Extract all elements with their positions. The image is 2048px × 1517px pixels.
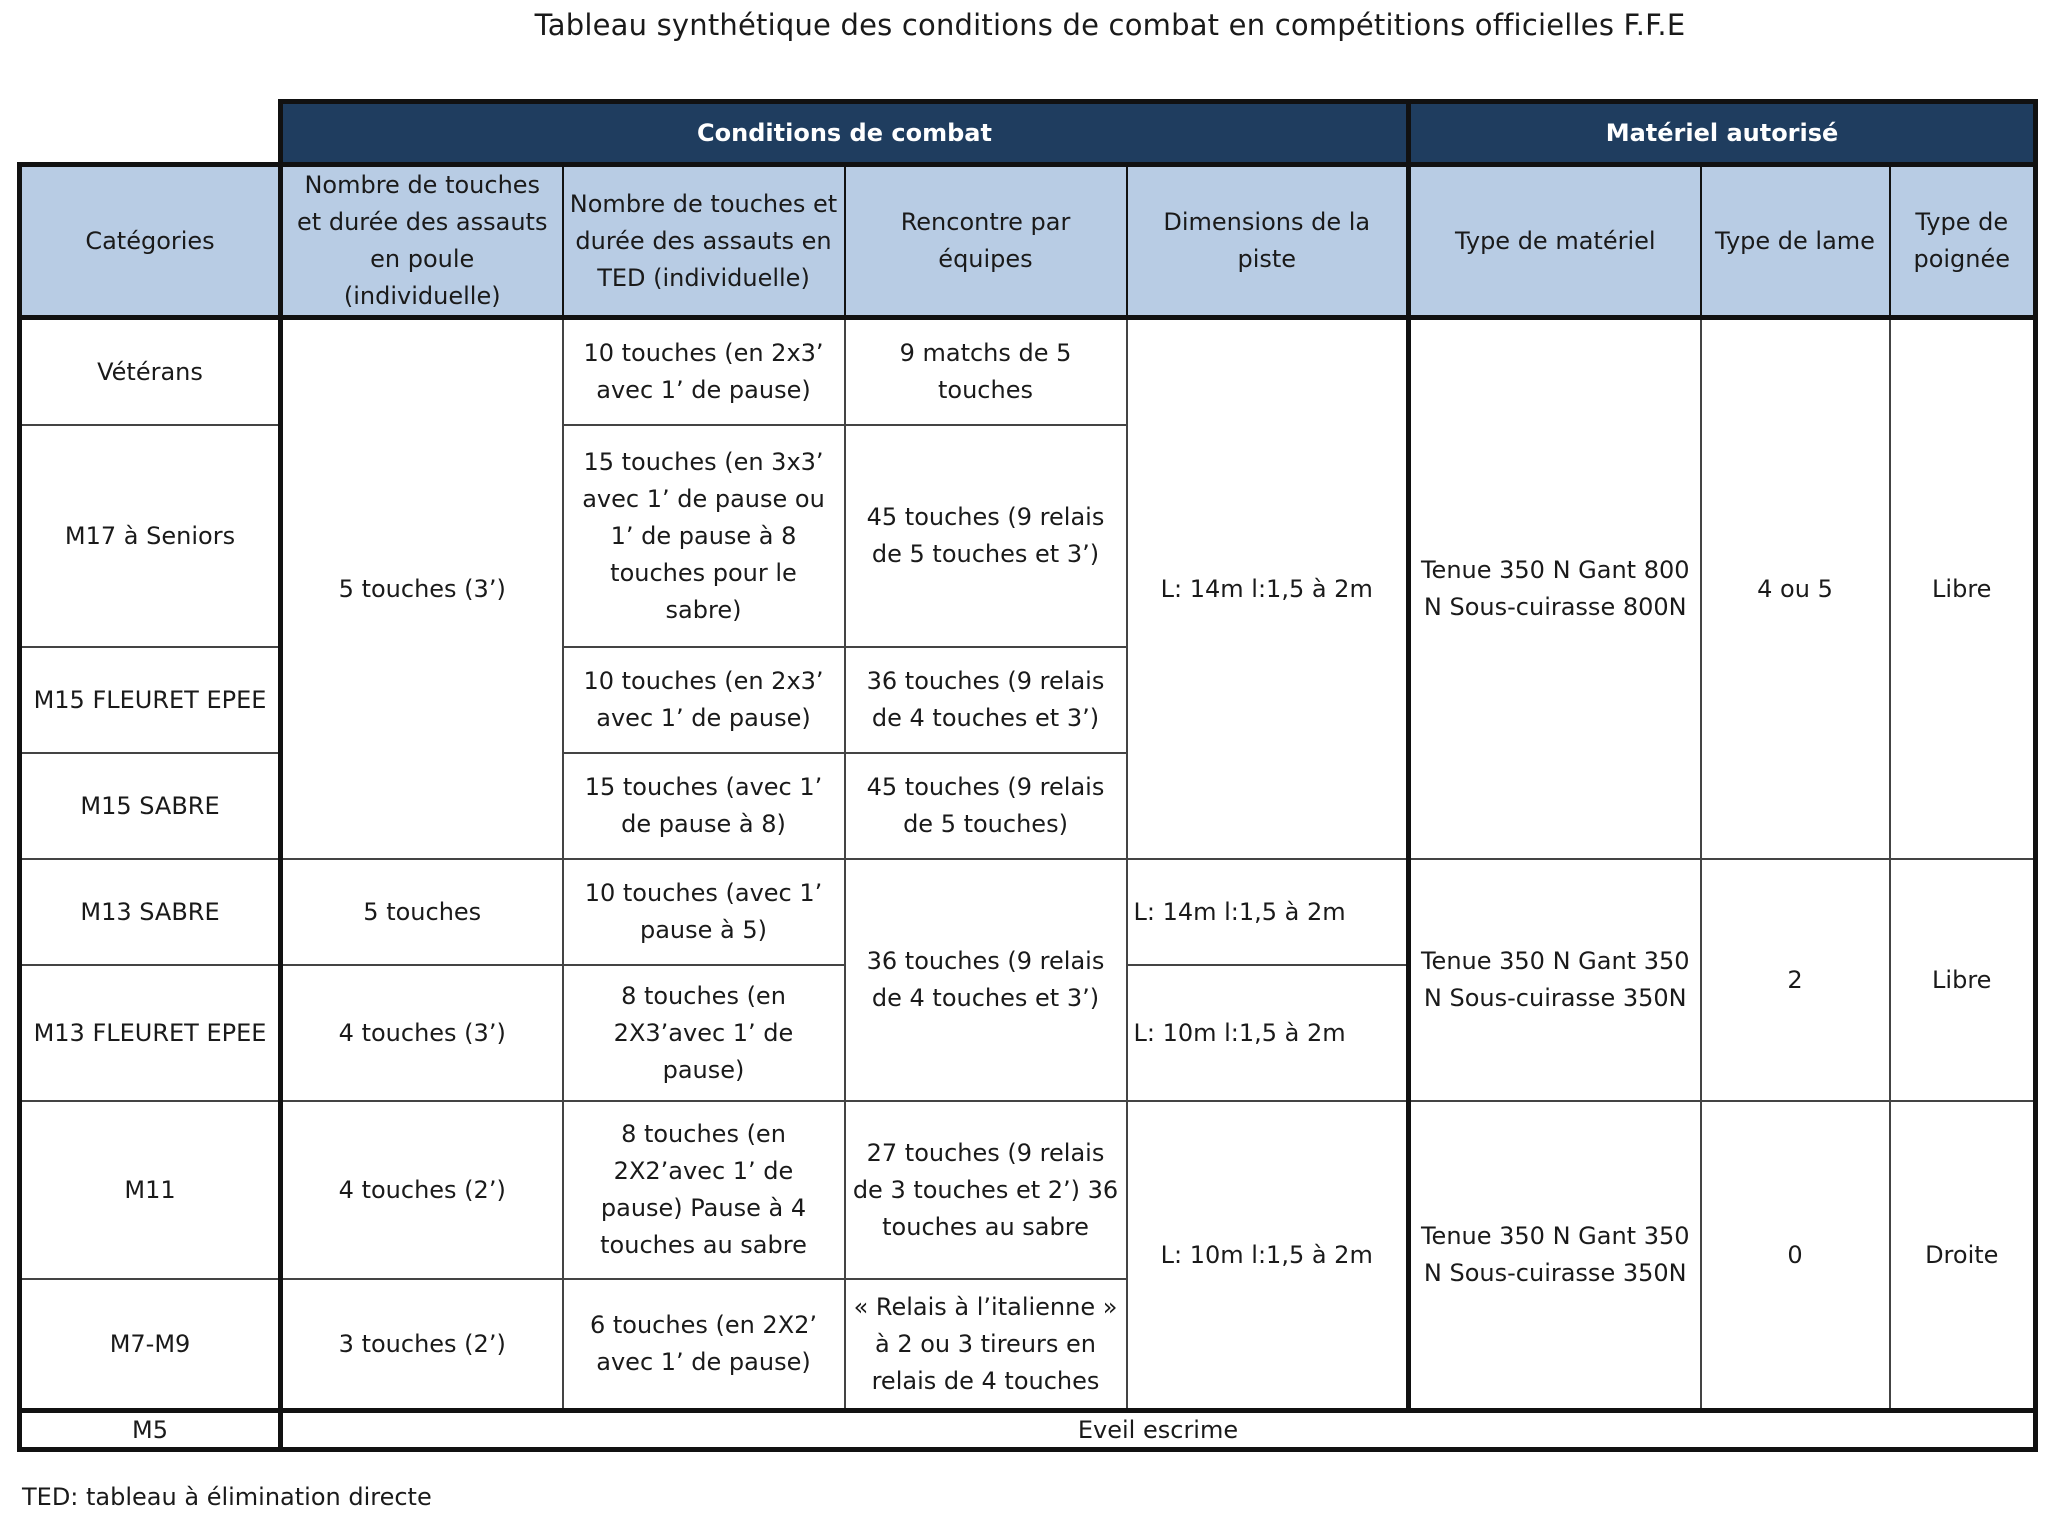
table-row-m11 [20,1101,2036,1279]
cell-category: M15 SABRE [20,753,281,859]
col-header-ted: Nombre de touches et durée des assauts en TED (individuelle) [563,165,845,318]
cell-ted: 8 touches (en 2X3’avec 1’ de pause) [563,965,845,1101]
cell-category: M17 à Seniors [20,425,281,647]
footnote: TED: tableau à élimination directe [22,1483,432,1511]
cell-poignee-group3: Droite [1890,1101,2036,1411]
cell-poule: 4 touches (3’) [281,965,563,1101]
cell-ted: 8 touches (en 2X2’avec 1’ de pause) Pause à 4 touches au sabre [563,1101,845,1279]
cell-equipes: 36 touches (9 relais de 4 touches et 3’) [845,647,1127,753]
cell-piste-group1: L: 14m l:1,5 à 2m [1127,318,1409,860]
col-header-categories: Catégories [20,165,281,318]
cell-equipes: 27 touches (9 relais de 3 touches et 2’) 36 touches au sabre [845,1101,1127,1279]
cell-materiel-group2: Tenue 350 N Gant 350 N Sous-cuirasse 350N [1409,859,1701,1101]
table-row-m13-sabre [20,859,2036,965]
cell-poignee-group2: Libre [1890,859,2036,1101]
cell-category: M7-M9 [20,1279,281,1411]
group-header-blank [20,102,281,165]
col-header-poule: Nombre de touches et durée des assauts en poule (individuelle) [281,165,563,318]
cell-ted: 10 touches (en 2x3’ avec 1’ de pause) [563,647,845,753]
cell-poule-group1: 5 touches (3’) [281,318,563,860]
group-header-materiel: Matériel autorisé [1409,102,2036,165]
cell-piste: L: 14m l:1,5 à 2m [1127,859,1409,965]
cell-equipes: « Relais à l’italienne » à 2 ou 3 tireurs en relais de 4 touches [845,1279,1127,1411]
combat-conditions-table [17,99,2038,1452]
cell-equipes: 45 touches (9 relais de 5 touches) [845,753,1127,859]
cell-lame-group3: 0 [1701,1101,1890,1411]
column-header-row [20,165,2036,318]
cell-category: Vétérans [20,318,281,426]
cell-eveil-escrime: Eveil escrime [281,1411,2036,1450]
col-header-type-lame: Type de lame [1701,165,1890,318]
group-header-row [20,102,2036,165]
cell-ted: 6 touches (en 2X2’ avec 1’ de pause) [563,1279,845,1411]
cell-category: M13 FLEURET EPEE [20,965,281,1101]
cell-category: M15 FLEURET EPEE [20,647,281,753]
cell-ted: 15 touches (avec 1’ de pause à 8) [563,753,845,859]
col-header-piste: Dimensions de la piste [1127,165,1409,318]
cell-equipes: 9 matchs de 5 touches [845,318,1127,426]
cell-equipes-group2: 36 touches (9 relais de 4 touches et 3’) [845,859,1127,1101]
cell-category: M5 [20,1411,281,1450]
cell-lame-group1: 4 ou 5 [1701,318,1890,860]
cell-poule: 3 touches (2’) [281,1279,563,1411]
cell-poule: 5 touches [281,859,563,965]
cell-piste: L: 10m l:1,5 à 2m [1127,965,1409,1101]
cell-lame-group2: 2 [1701,859,1890,1101]
col-header-equipes: Rencontre par équipes [845,165,1127,318]
cell-equipes: 45 touches (9 relais de 5 touches et 3’) [845,425,1127,647]
cell-piste-group3: L: 10m l:1,5 à 2m [1127,1101,1409,1411]
table-row-veterans [20,318,2036,426]
cell-category: M13 SABRE [20,859,281,965]
cell-materiel-group3: Tenue 350 N Gant 350 N Sous-cuirasse 350N [1409,1101,1701,1411]
col-header-type-materiel: Type de matériel [1409,165,1701,318]
page-title: Tableau synthétique des conditions de combat en compétitions officielles F.F.E [534,8,1686,42]
table-row-m5 [20,1411,2036,1450]
cell-ted: 10 touches (avec 1’ pause à 5) [563,859,845,965]
cell-ted: 15 touches (en 3x3’ avec 1’ de pause ou 1’ de pause à 8 touches pour le sabre) [563,425,845,647]
cell-materiel-group1: Tenue 350 N Gant 800 N Sous-cuirasse 800N [1409,318,1701,860]
cell-poule: 4 touches (2’) [281,1101,563,1279]
group-header-conditions: Conditions de combat [281,102,1409,165]
cell-ted: 10 touches (en 2x3’ avec 1’ de pause) [563,318,845,426]
cell-poignee-group1: Libre [1890,318,2036,860]
col-header-type-poignee: Type de poignée [1890,165,2036,318]
cell-category: M11 [20,1101,281,1279]
